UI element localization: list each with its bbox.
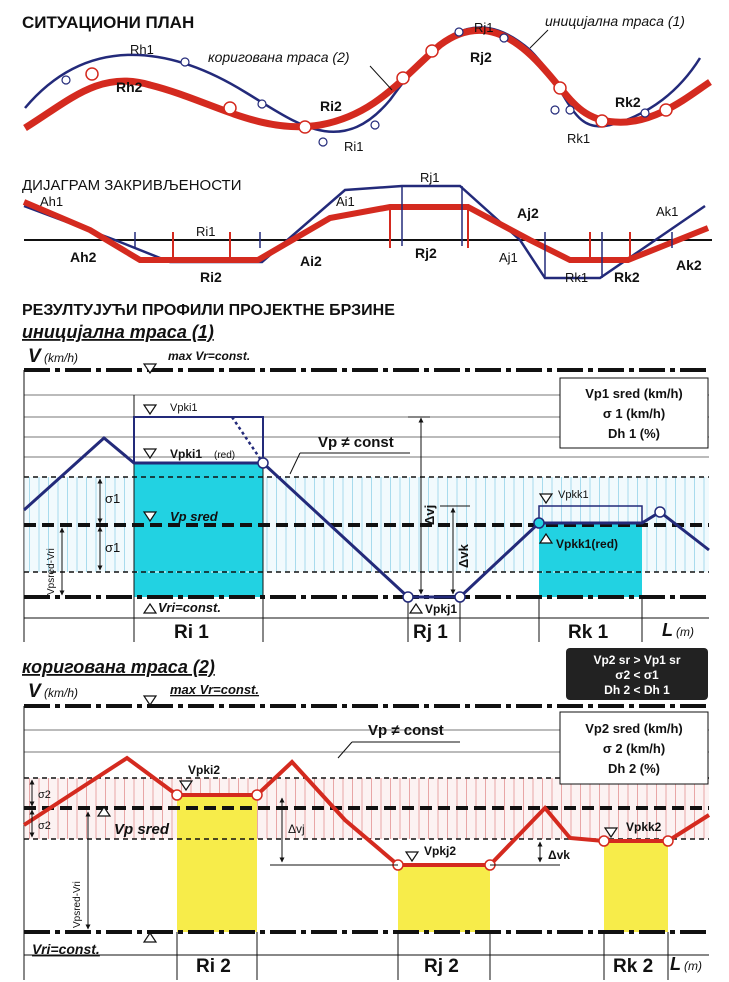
rk2-label: Rk2 — [615, 94, 641, 110]
profile2-l-axis: L — [670, 954, 681, 974]
ri2-label: Ri2 — [320, 98, 342, 114]
profile1-ri-block — [134, 463, 263, 597]
profile2-dvj: Δvj — [288, 822, 305, 836]
ah2-label: Ah2 — [70, 249, 97, 265]
comparison-line-3: Dh 2 < Dh 1 — [604, 683, 670, 697]
profile1-vpkk1: Vpkk1 — [558, 489, 589, 501]
profile1-dvj-label: Δvj — [422, 504, 437, 525]
profile2-info-1: Vp2 sred (km/h) — [585, 721, 683, 736]
profile1-l-unit: (m) — [676, 625, 694, 639]
profile2-vpsred-vri: Vpsred-Vri — [72, 881, 83, 928]
profile2-max-vr: max Vr=const. — [170, 682, 260, 697]
profile2-rj: Rj 2 — [424, 956, 459, 977]
profile1-title: иницијална траса (1) — [22, 322, 214, 342]
initial-route-label: иницијална траса (1) — [545, 13, 685, 29]
profile1-vpki1-red: Vpki1 — [170, 447, 203, 461]
profile2-rk: Rk 2 — [613, 956, 654, 977]
profile2-vp-not-const: Vp ≠ const — [368, 722, 444, 739]
situation-plan-title: СИТУАЦИОНИ ПЛАН — [22, 13, 195, 32]
profile1-vp-not-const: Vp ≠ const — [318, 434, 394, 451]
rj1-curv-label: Rj1 — [420, 170, 440, 185]
ak1-label: Ak1 — [656, 204, 679, 219]
rh2-label: Rh2 — [116, 79, 143, 95]
profile1-rj: Rj 1 — [413, 622, 448, 643]
profile2-rk-block — [604, 841, 668, 932]
comparison-line-2: σ2 < σ1 — [615, 668, 659, 682]
profile2-vp-sred: Vp sred — [114, 821, 170, 838]
profile1-rk-block — [539, 523, 642, 597]
rk2-curv-label: Rk2 — [614, 269, 640, 285]
profile1-vri-const: Vri=const. — [158, 600, 221, 615]
aj1-label: Aj1 — [499, 250, 518, 265]
curvature-corrected-line — [24, 202, 708, 260]
profile1-vp-sred: Vp sred — [170, 509, 218, 524]
profile2-vpki2: Vpki2 — [188, 763, 221, 777]
comparison-line-1: Vp2 sr > Vp1 sr — [593, 653, 681, 667]
profile2-rj-block — [398, 865, 490, 932]
profile2-v-unit: (km/h) — [44, 686, 78, 700]
profile2-vpkk2: Vpkk2 — [626, 820, 662, 834]
ai1-label: Ai1 — [336, 194, 355, 209]
profile1-info-1: Vp1 sred (km/h) — [585, 386, 683, 401]
curvature-diagram — [22, 170, 712, 285]
rj2-label: Rj2 — [470, 49, 492, 65]
ak2-label: Ak2 — [676, 257, 702, 273]
rk1-label: Rk1 — [567, 131, 591, 146]
profile2-ri-block — [177, 795, 257, 932]
profile2-vpkj2: Vpkj2 — [424, 844, 457, 858]
rh1-label: Rh1 — [130, 42, 154, 57]
profile1-ri: Ri 1 — [174, 622, 209, 643]
curvature-initial-line — [24, 186, 705, 278]
profile2-sigma-top: σ2 — [38, 789, 51, 801]
ah1-label: Ah1 — [40, 194, 64, 209]
profile2-ri: Ri 2 — [196, 956, 231, 977]
profile1-v-unit: (km/h) — [44, 351, 78, 365]
profile2-dvk: Δvk — [548, 848, 570, 862]
profile2 — [22, 657, 709, 980]
curvature-diagram-title: ДИЈАГРАМ ЗАКРИВЉЕНОСТИ — [22, 177, 242, 194]
profile1-vpkj1: Vpkj1 — [425, 602, 458, 616]
profile1-rk: Rk 1 — [568, 622, 609, 643]
profile1-sigma-bottom: σ1 — [105, 540, 121, 555]
profile1-info-2: σ 1 (km/h) — [602, 406, 666, 421]
profile1-sigma-top: σ1 — [105, 491, 121, 506]
profile2-sigma-bottom: σ2 — [38, 820, 51, 832]
profile1 — [22, 322, 709, 643]
profile1-vpki1: Vpki1 — [170, 402, 198, 414]
ri1-label: Ri1 — [344, 139, 364, 154]
rk1-curv-label: Rk1 — [565, 270, 589, 285]
profile1-vpsred-vri: Vpsred-Vri — [46, 548, 57, 595]
profile2-l-unit: (m) — [684, 959, 702, 973]
profile1-v-axis: V — [28, 346, 41, 367]
profile2-vri-const: Vri=const. — [32, 941, 100, 957]
rj1-label: Rj1 — [474, 20, 494, 35]
ri1-curv-label: Ri1 — [196, 224, 216, 239]
profile2-title: коригована траса (2) — [22, 657, 215, 677]
profile1-max-vr: max Vr=const. — [168, 349, 251, 363]
profiles-title: РЕЗУЛТУЈУЋИ ПРОФИЛИ ПРОЈЕКТНЕ БРЗИНЕ — [22, 302, 395, 319]
profile2-info-2: σ 2 (km/h) — [602, 741, 666, 756]
aj2-label: Aj2 — [517, 205, 539, 221]
profile1-vpkk1-red: Vpkk1(red) — [556, 537, 619, 551]
ri2-curv-label: Ri2 — [200, 269, 222, 285]
profile1-info-3: Dh 1 (%) — [608, 426, 660, 441]
profile1-l-axis: L — [662, 620, 673, 640]
profile2-info-3: Dh 2 (%) — [608, 761, 660, 776]
profile1-dvk-label: Δvk — [456, 544, 471, 568]
corrected-route-label: коригована траса (2) — [208, 49, 350, 65]
profile1-vpki1-red-suffix: (red) — [214, 450, 236, 461]
rj2-curv-label: Rj2 — [415, 245, 437, 261]
situation-plan — [22, 13, 710, 154]
comparison-box — [566, 648, 708, 700]
profile2-v-axis: V — [28, 681, 41, 702]
ai2-label: Ai2 — [300, 253, 322, 269]
